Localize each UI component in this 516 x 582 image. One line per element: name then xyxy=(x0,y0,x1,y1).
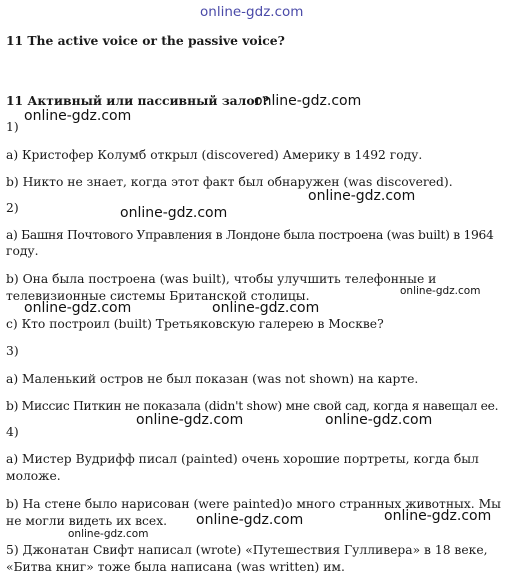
watermark-top: online-gdz.com xyxy=(200,4,304,20)
answer-line: a) Маленький остров не был показан (was not shown) на карте. xyxy=(6,372,419,386)
answer-line: b) Никто не знает, когда этот факт был обнаружен (was discovered). xyxy=(6,175,453,189)
watermark: online-gdz.com xyxy=(120,205,228,221)
section-number: 4) xyxy=(6,425,19,439)
watermark: online-gdz.com xyxy=(212,300,320,316)
watermark: online-gdz.com xyxy=(325,412,433,428)
watermark: online-gdz.com xyxy=(24,108,132,124)
section-number: 1) xyxy=(6,120,19,134)
heading-english: 11 The active voice or the passive voice? xyxy=(6,33,285,48)
answer-line: b) На стене было нарисован (were painted)о много странных животных. Мы xyxy=(6,497,501,511)
answer-line: году. xyxy=(6,244,39,258)
section-number: 2) xyxy=(6,201,19,215)
watermark: online-gdz.com xyxy=(254,93,362,109)
answer-line: «Битва книг» тоже была написана (was written) им. xyxy=(6,560,345,574)
answer-line: c) Кто построил (built) Третьяковскую галерею в Москве? xyxy=(6,317,384,331)
answer-line: b) Она была построена (was built), чтобы улучшить телефонные и xyxy=(6,272,437,286)
watermark: online-gdz.com xyxy=(196,512,304,528)
watermark: online-gdz.com xyxy=(24,300,132,316)
answer-line: не могли видеть их всех. xyxy=(6,514,168,528)
answer-line: a) Кристофер Колумб открыл (discovered) Америку в 1492 году. xyxy=(6,148,423,162)
answer-line: 5) Джонатан Свифт написал (wrote) «Путешествия Гулливера» в 18 веке, xyxy=(6,543,488,557)
heading-russian: 11 Активный или пассивный залог? xyxy=(6,93,270,108)
watermark: online-gdz.com xyxy=(400,285,481,297)
section-number: 3) xyxy=(6,344,19,358)
answer-line: моложе. xyxy=(6,469,61,483)
watermark: online-gdz.com xyxy=(384,508,492,524)
watermark: online-gdz.com xyxy=(68,528,149,540)
watermark: online-gdz.com xyxy=(136,412,244,428)
answer-line: b) Миссис Питкин не показала (didn't show) мне свой сад, когда я навещал ее. xyxy=(6,399,499,413)
answer-line: a) Мистер Вудрифф писал (painted) очень хорошие портреты, когда был xyxy=(6,452,479,466)
answer-line: a) Башня Почтового Управления в Лондоне была построена (was built) в 1964 xyxy=(6,228,494,242)
answer-line: телевизионные системы Британской столицы. xyxy=(6,289,310,303)
watermark: online-gdz.com xyxy=(308,188,416,204)
